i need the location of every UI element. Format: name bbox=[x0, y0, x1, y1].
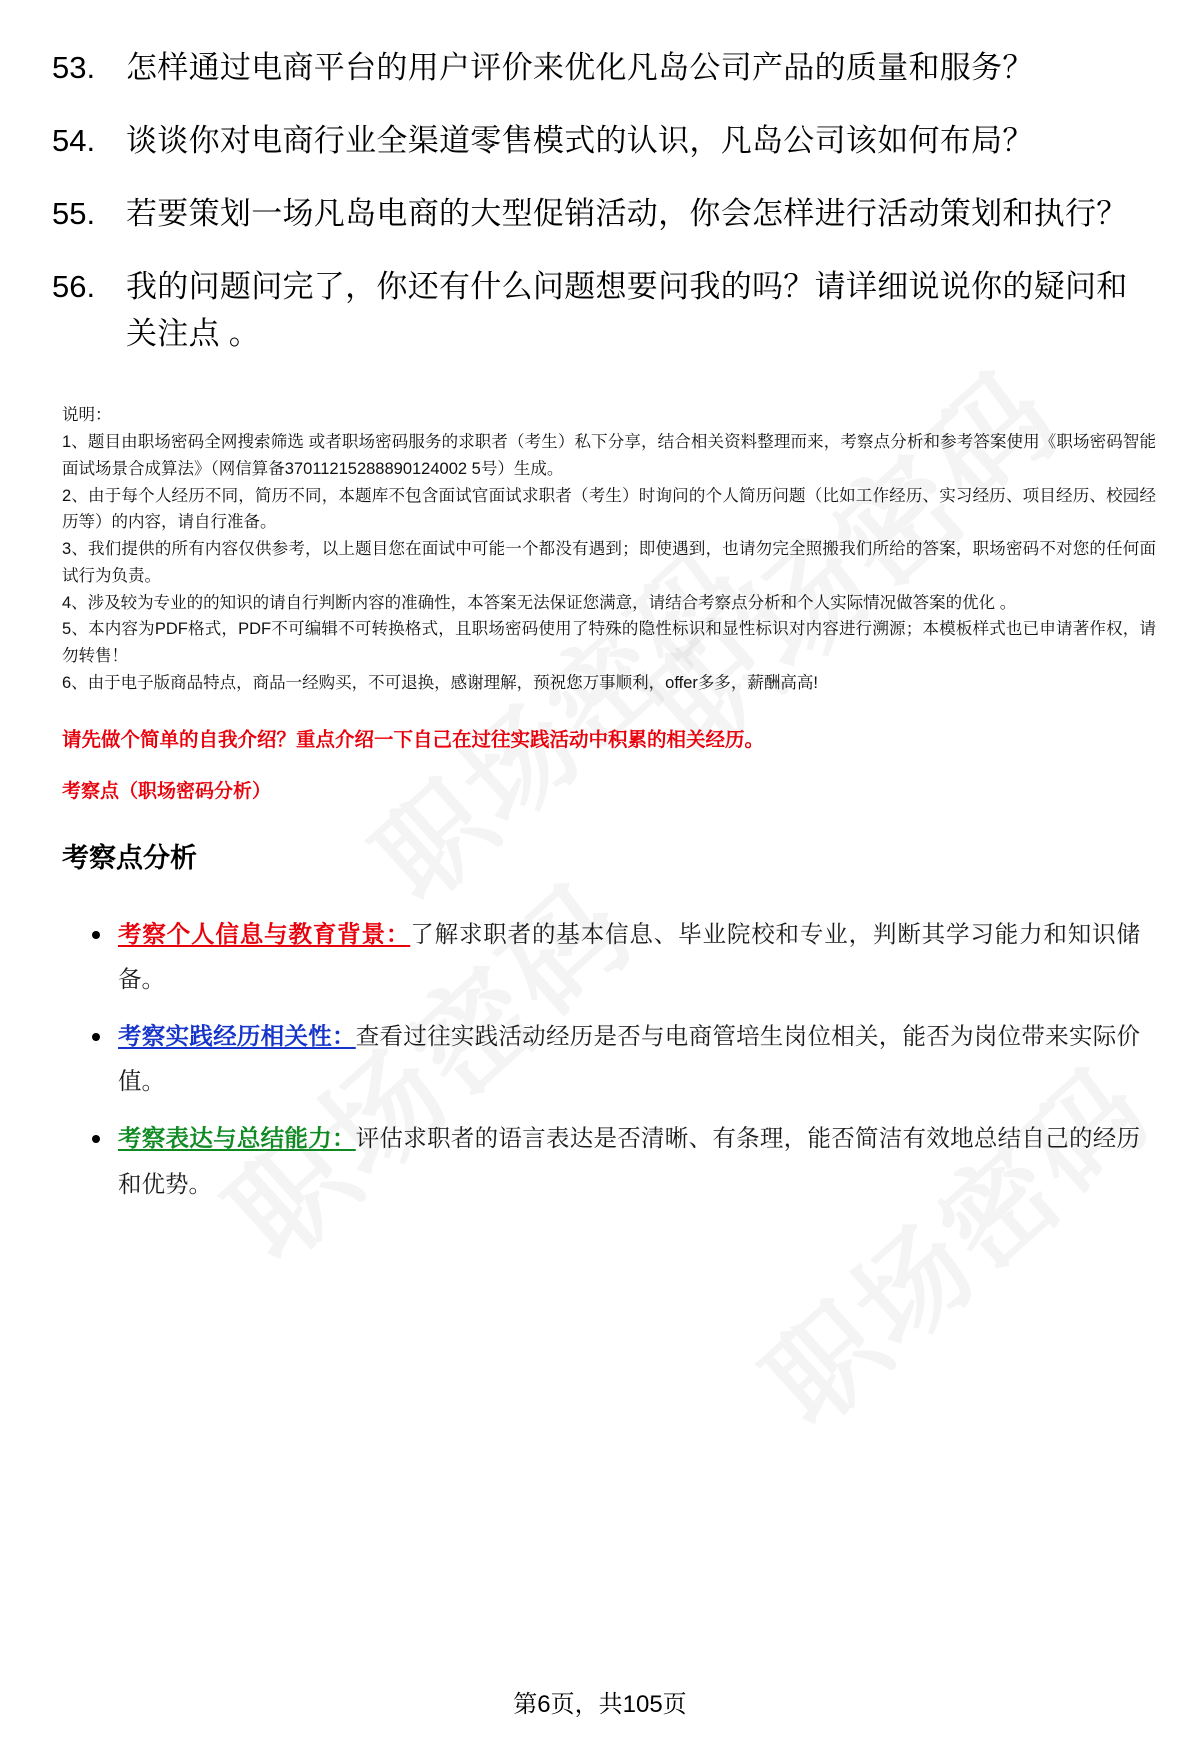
question-text: 谈谈你对电商行业全渠道零售模式的认识，凡岛公司该如何布局？ bbox=[126, 123, 1034, 159]
note-item: 4、涉及较为专业的的知识的请自行判断内容的准确性，本答案无法保证您满意，请结合考察点分析和个人实际情况做答案的优化 。 bbox=[62, 593, 1017, 612]
note-item: 2、由于每个人经历不同，简历不同，本题库不包含面试官面试求职者（考生）时询问的个人简历问题（比如工作经历、实习经历、项目经历、校园经历等）的内容，请自行准备。 bbox=[62, 486, 1156, 532]
notes-block bbox=[0, 384, 1200, 697]
assessment-point-list bbox=[0, 912, 1200, 1207]
assessment-point-body: 查看过往实践活动经历是否与电商管培生岗位相关，能否为岗位带来实际价值。 bbox=[118, 1023, 1141, 1095]
question-item bbox=[52, 117, 1148, 164]
highlighted-question: 请先做个简单的自我介绍？重点介绍一下自己在过往实践活动中积累的相关经历。 bbox=[62, 729, 765, 752]
note-item: 6、由于电子版商品特点，商品一经购买，不可退换，感谢理解，预祝您万事顺利，offer多多，薪酬高高! bbox=[62, 673, 818, 692]
question-number: 53. bbox=[52, 50, 96, 85]
section-heading: 考察点分析 bbox=[62, 843, 197, 874]
question-number: 56. bbox=[52, 269, 96, 305]
notes-title: 说明： bbox=[62, 405, 112, 424]
assessment-point-label: 考察实践经历相关性： bbox=[118, 1023, 356, 1050]
assessment-point-body: 了解求职者的基本信息、毕业院校和专业，判断其学习能力和知识储备。 bbox=[118, 921, 1141, 993]
question-text: 若要策划一场凡岛电商的大型促销活动，你会怎样进行活动策划和执行？ bbox=[126, 196, 1128, 232]
assessment-subheading: 考察点（职场密码分析） bbox=[62, 780, 272, 802]
note-item: 3、我们提供的所有内容仅供参考，以上题目您在面试中可能一个都没有遇到；即使遇到，也请勿完全照搬我们所给的答案，职场密码不对您的任何面试行为负责。 bbox=[62, 540, 1156, 585]
assessment-point-label: 考察表达与总结能力： bbox=[118, 1125, 356, 1152]
assessment-point-body: 评估求职者的语言表达是否清晰、有条理，能否简洁有效地总结自己的经历和优势。 bbox=[118, 1125, 1141, 1197]
question-text: 怎样通过电商平台的用户评价来优化凡岛公司产品的质量和服务？ bbox=[126, 50, 1034, 85]
page-footer: 第6页，共105页 bbox=[513, 1691, 687, 1718]
assessment-point-item bbox=[92, 912, 1140, 1002]
note-item: 1、题目由职场密码全网搜索筛选 或者职场密码服务的求职者（考生）私下分享，结合相关资料整理而来，考察点分析和参考答案使用《职场密码智能面试场景合成算法》（网信算备37011215288890124002 5号）生成。 bbox=[62, 433, 1156, 478]
question-number: 54. bbox=[52, 123, 96, 159]
question-list bbox=[0, 0, 1200, 358]
question-item bbox=[52, 263, 1148, 357]
note-item: 5、本内容为PDF格式，PDF不可编辑不可转换格式，且职场密码使用了特殊的隐性标识和显性标识对内容进行溯源；本模板样式也已申请著作权，请勿转售！ bbox=[62, 620, 1156, 666]
assessment-point-item bbox=[92, 1116, 1140, 1206]
question-number: 55. bbox=[52, 196, 96, 232]
question-item bbox=[52, 44, 1148, 91]
question-item bbox=[52, 190, 1148, 237]
assessment-point-item bbox=[92, 1014, 1140, 1104]
question-text: 我的问题问完了，你还有什么问题想要问我的吗？请详细说说你的疑问和关注点 。 bbox=[126, 269, 1128, 352]
assessment-point-label: 考察个人信息与教育背景： bbox=[118, 921, 411, 947]
